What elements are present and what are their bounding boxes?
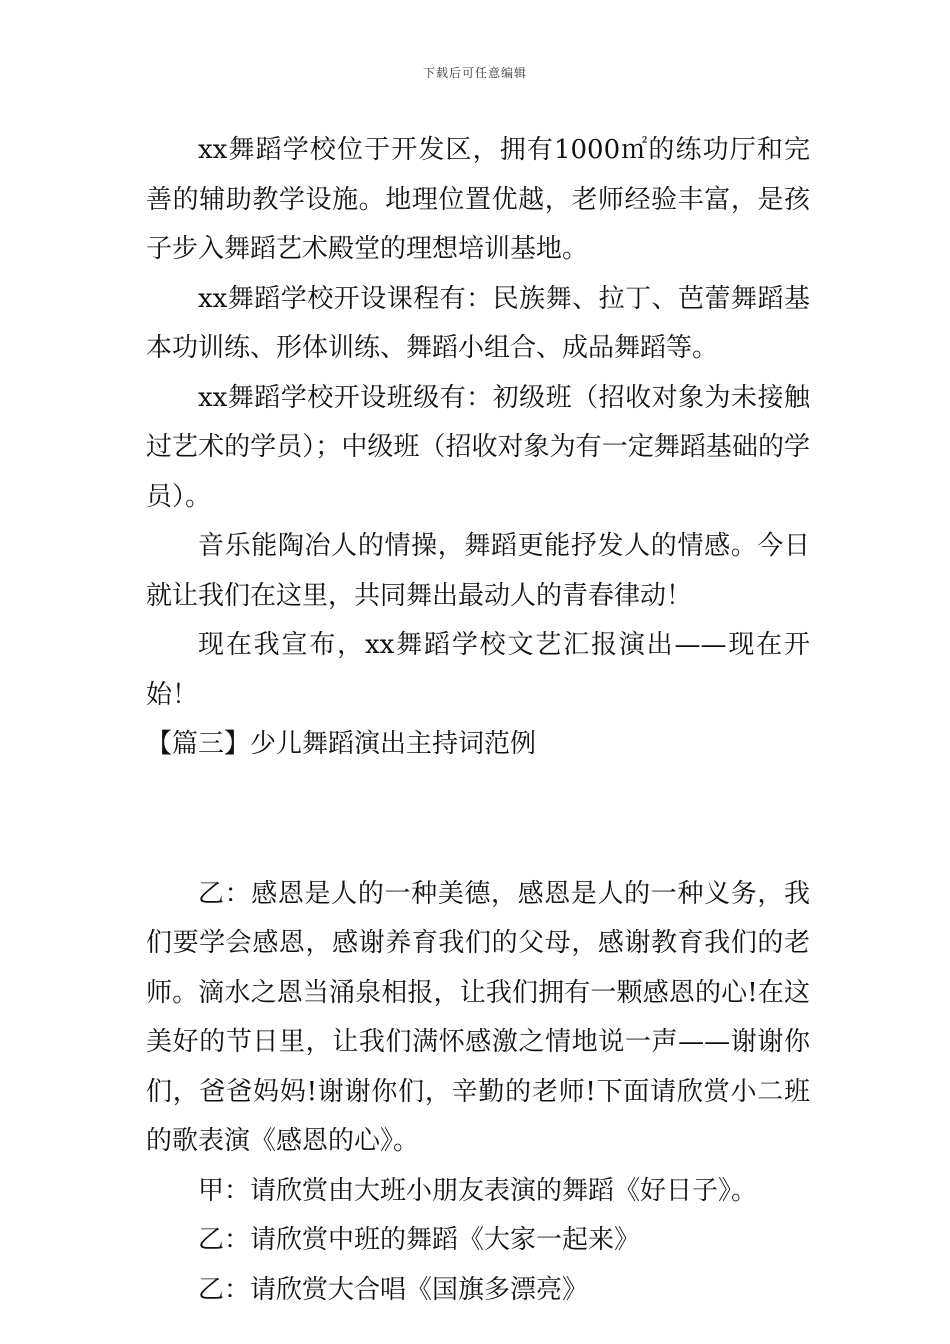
section-spacer: [146, 770, 810, 870]
paragraph-courses: xx舞蹈学校开设课程有：民族舞、拉丁、芭蕾舞蹈基本功训练、形体训练、舞蹈小组合、成品舞蹈等。: [146, 283, 810, 363]
paragraph-program-3: 乙：请欣赏大合唱《国旗多漂亮》: [198, 1274, 589, 1305]
page-header-note: 下载后可任意编辑: [422, 66, 527, 80]
paragraph-music-dance: 音乐能陶冶人的情操，舞蹈更能抒发人的情感。今日就让我们在这里，共同舞出最动人的青春律动！: [146, 531, 810, 611]
paragraph-gratitude: 乙：感恩是人的一种美德，感恩是人的一种义务，我们要学会感恩，感谢养育我们的父母，感谢教育我们的老师。滴水之恩当涌泉相报，让我们拥有一颗感恩的心!在这美好的节日里，让我们满怀感激之情地说一声——谢谢你们，爸爸妈妈!谢谢你们，辛勤的老师!下面请欣赏小二班的歌表演《感恩的心》。: [146, 878, 810, 1156]
paragraph-program-2: 乙：请欣赏中班的舞蹈《大家一起来》: [198, 1225, 641, 1255]
paragraph-announcement: 现在我宣布，xx舞蹈学校文艺汇报演出——现在开始！: [146, 630, 810, 710]
section-heading: 【篇三】少儿舞蹈演出主持词范例: [146, 729, 537, 759]
document-body: [146, 126, 810, 1315]
paragraph-school-intro: xx舞蹈学校位于开发区，拥有1000㎡的练功厅和完善的辅助教学设施。地理位置优越，老师经验丰富，是孩子步入舞蹈艺术殿堂的理想培训基地。: [146, 135, 810, 264]
paragraph-classes: xx舞蹈学校开设班级有：初级班（招收对象为未接触过艺术的学员）；中级班（招收对象为有一定舞蹈基础的学员）。: [146, 382, 810, 512]
paragraph-program-1: 甲：请欣赏由大班小朋友表演的舞蹈《好日子》。: [198, 1175, 758, 1206]
